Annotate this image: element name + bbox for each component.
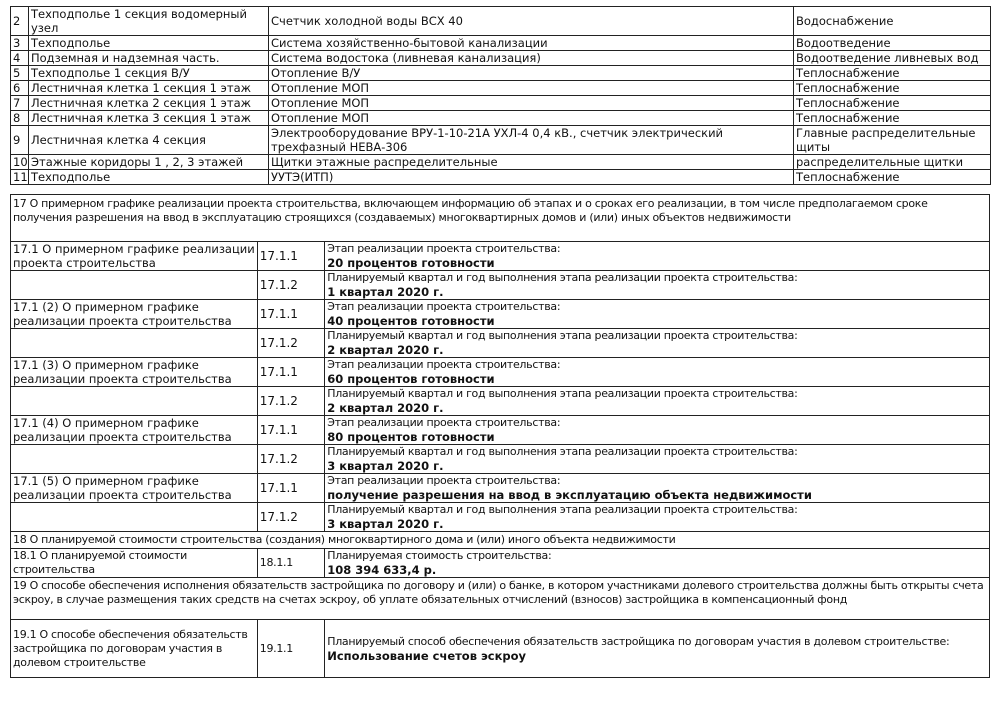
equipment-cell: Отопление В/У [269, 66, 794, 81]
field-label: Этап реализации проекта строительства: [327, 358, 561, 371]
term-cell [325, 387, 990, 416]
equipment-cell: Система хозяйственно-бытовой канализации [269, 36, 794, 51]
equipment-table [10, 6, 991, 185]
purpose-cell: Главные распределительные щиты [794, 126, 991, 155]
purpose-cell: Теплоснабжение [794, 66, 991, 81]
escrow-code: 19.1.1 [257, 620, 324, 678]
field-value: 3 квартал 2020 г. [327, 459, 444, 473]
stage-row [11, 416, 990, 445]
stage-row [11, 358, 990, 387]
row-number: 6 [11, 81, 29, 96]
term-cell [325, 271, 990, 300]
equipment-row [11, 111, 991, 126]
equipment-cell: Щитки этажные распределительные [269, 155, 794, 170]
escrow-title: 19.1 О способе обеспечения обязательств застройщика по договорам участия в долевом строительстве [11, 620, 258, 678]
equipment-cell: Отопление МОП [269, 96, 794, 111]
cost-title: 18.1 О планируемой стоимости строительства [11, 549, 258, 578]
field-label: Этап реализации проекта строительства: [327, 416, 561, 429]
location-cell: Лестничная клетка 2 секция 1 этаж [29, 96, 269, 111]
term-row [11, 387, 990, 416]
location-cell: Лестничная клетка 4 секция [29, 126, 269, 155]
section-18-header-row [11, 532, 990, 549]
equipment-cell: Отопление МОП [269, 81, 794, 96]
term-code: 17.1.2 [257, 503, 324, 532]
purpose-cell: Теплоснабжение [794, 96, 991, 111]
purpose-cell: Теплоснабжение [794, 81, 991, 96]
equipment-row [11, 126, 991, 155]
equipment-row [11, 81, 991, 96]
stage-title: 17.1 О примерном графике реализации проекта строительства [11, 242, 258, 271]
cost-cell [325, 549, 990, 578]
term-code: 17.1.2 [257, 271, 324, 300]
stage-title: 17.1 (3) О примерном графике реализации проекта строительства [11, 358, 258, 387]
equipment-row [11, 155, 991, 170]
equipment-cell: Электрооборудование ВРУ-1-10-21А УХЛ-4 0,4 кВ., счетчик электрический трехфазный НЕВА-306 [269, 126, 794, 155]
empty-cell [11, 271, 258, 300]
field-label: Планируемый квартал и год выполнения этапа реализации проекта строительства: [327, 329, 798, 342]
stage-row [11, 242, 990, 271]
equipment-row [11, 36, 991, 51]
field-label: Планируемый способ обеспечения обязательств застройщика по договорам участия в долевом строительстве: [327, 634, 950, 648]
row-number: 7 [11, 96, 29, 111]
term-cell [325, 445, 990, 474]
empty-cell [11, 387, 258, 416]
section-17-header-row [11, 195, 990, 242]
term-row [11, 503, 990, 532]
equipment-cell: Отопление МОП [269, 111, 794, 126]
equipment-row [11, 7, 991, 36]
location-cell: Техподполье [29, 170, 269, 185]
term-code: 17.1.2 [257, 387, 324, 416]
purpose-cell: Теплоснабжение [794, 111, 991, 126]
escrow-row [11, 620, 990, 678]
cost-code: 18.1.1 [257, 549, 324, 578]
equipment-cell: Счетчик холодной воды ВСХ 40 [269, 7, 794, 36]
field-value: 3 квартал 2020 г. [327, 517, 444, 531]
stage-row [11, 474, 990, 503]
field-label: Этап реализации проекта строительства: [327, 300, 561, 313]
section-18-header: 18 О планируемой стоимости строительства (создания) многоквартирного дома и (или) иного объекта недвижимости [11, 532, 990, 549]
field-label: Планируемый квартал и год выполнения этапа реализации проекта строительства: [327, 503, 798, 516]
term-cell [325, 329, 990, 358]
term-code: 17.1.2 [257, 329, 324, 358]
section-19-header-row [11, 578, 990, 620]
empty-cell [11, 445, 258, 474]
equipment-row [11, 66, 991, 81]
field-value: 1 квартал 2020 г. [327, 285, 444, 299]
location-cell: Лестничная клетка 3 секция 1 этаж [29, 111, 269, 126]
row-number: 8 [11, 111, 29, 126]
field-value: 40 процентов готовности [327, 314, 495, 328]
stage-cell [325, 416, 990, 445]
field-label: Планируемый квартал и год выполнения этапа реализации проекта строительства: [327, 445, 798, 458]
stage-title: 17.1 (5) О примерном графике реализации проекта строительства [11, 474, 258, 503]
purpose-cell: Теплоснабжение [794, 170, 991, 185]
cost-row [11, 549, 990, 578]
stage-cell [325, 300, 990, 329]
row-number: 11 [11, 170, 29, 185]
field-value: 108 394 633,4 р. [327, 563, 437, 577]
term-row [11, 271, 990, 300]
stage-cell [325, 358, 990, 387]
equipment-cell: УУТЭ(ИТП) [269, 170, 794, 185]
field-label: Планируемая стоимость строительства: [327, 549, 552, 562]
field-label: Этап реализации проекта строительства: [327, 474, 561, 487]
term-row [11, 329, 990, 358]
section-17-header: 17 О примерном графике реализации проекта строительства, включающем информацию об этапах и о сроках его реализации, в том числе предполагаемом сроке получения разрешения на ввод в эксплуатацию строящихся (создаваемых) многоквартирных домов и (или) иных объектов недвижимости [11, 195, 990, 242]
field-value: Использование счетов эскроу [327, 648, 527, 663]
field-value: 60 процентов готовности [327, 372, 495, 386]
field-value: 80 процентов готовности [327, 430, 495, 444]
stage-code: 17.1.1 [257, 416, 324, 445]
stage-cell [325, 474, 990, 503]
equipment-row [11, 170, 991, 185]
purpose-cell: Водоснабжение [794, 7, 991, 36]
row-number: 9 [11, 126, 29, 155]
purpose-cell: Водоотведение ливневых вод [794, 51, 991, 66]
equipment-row [11, 96, 991, 111]
row-number: 2 [11, 7, 29, 36]
field-value: получение разрешения на ввод в эксплуатацию объекта недвижимости [327, 488, 812, 502]
row-number: 10 [11, 155, 29, 170]
stage-code: 17.1.1 [257, 358, 324, 387]
field-value: 20 процентов готовности [327, 256, 495, 270]
location-cell: Подземная и надземная часть. [29, 51, 269, 66]
stage-title: 17.1 (2) О примерном графике реализации проекта строительства [11, 300, 258, 329]
term-cell [325, 503, 990, 532]
location-cell: Лестничная клетка 1 секция 1 этаж [29, 81, 269, 96]
field-label: Планируемый квартал и год выполнения этапа реализации проекта строительства: [327, 387, 798, 400]
section-19-header: 19 О способе обеспечения исполнения обязательств застройщика по договору и (или) о банке, в котором участниками долевого строительства должны быть открыты счета эскроу, в случае размещения таких средств на счетах эскроу, об уплате обязательных отчислений (взносов) застройщика в компенсационный фонд [11, 578, 990, 620]
field-label: Планируемый квартал и год выполнения этапа реализации проекта строительства: [327, 271, 798, 284]
row-number: 4 [11, 51, 29, 66]
stage-cell [325, 242, 990, 271]
stage-row [11, 300, 990, 329]
empty-cell [11, 329, 258, 358]
row-number: 5 [11, 66, 29, 81]
term-row [11, 445, 990, 474]
location-cell: Техподполье 1 секция В/У [29, 66, 269, 81]
project-info-table [10, 194, 990, 678]
purpose-cell: распределительные щитки [794, 155, 991, 170]
purpose-cell: Водоотведение [794, 36, 991, 51]
stage-code: 17.1.1 [257, 242, 324, 271]
stage-code: 17.1.1 [257, 300, 324, 329]
location-cell: Техподполье 1 секция водомерный узел [29, 7, 269, 36]
stage-title: 17.1 (4) О примерном графике реализации проекта строительства [11, 416, 258, 445]
equipment-row [11, 51, 991, 66]
location-cell: Техподполье [29, 36, 269, 51]
term-code: 17.1.2 [257, 445, 324, 474]
field-value: 2 квартал 2020 г. [327, 401, 444, 415]
location-cell: Этажные коридоры 1 , 2, 3 этажей [29, 155, 269, 170]
escrow-cell [325, 620, 990, 678]
stage-code: 17.1.1 [257, 474, 324, 503]
empty-cell [11, 503, 258, 532]
field-label: Этап реализации проекта строительства: [327, 242, 561, 255]
row-number: 3 [11, 36, 29, 51]
field-value: 2 квартал 2020 г. [327, 343, 444, 357]
equipment-cell: Система водостока (ливневая канализация) [269, 51, 794, 66]
